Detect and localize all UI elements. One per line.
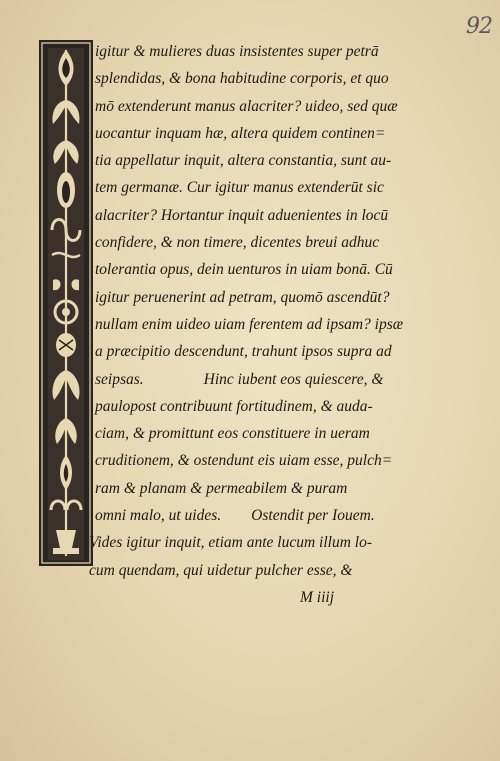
text-line: tem germanæ. Cur igitur manus extenderūt sic <box>95 179 384 197</box>
text-line: confidere, & non timere, dicentes breui adhuc <box>95 234 380 252</box>
text-fragment: seipsas. <box>95 370 144 388</box>
text-fragment: Ostendit per Iouem. <box>251 507 375 525</box>
text-line: nullam enim uideo uiam ferentem ad ipsam? ipsæ <box>95 315 404 333</box>
text-line: igitur peruenerint ad petram, quomō ascendūt? <box>95 288 390 306</box>
text-line: uocantur inquam hæ, altera quidem continen= <box>95 124 386 142</box>
text-line: a præcipitio descendunt, trahunt ipsos supra ad <box>95 343 392 361</box>
text-line: ram & planam & permeabilem & puram <box>95 479 348 497</box>
text-line-split <box>95 366 425 393</box>
signature-line <box>95 584 425 611</box>
signature-mark: M iiij <box>300 588 335 606</box>
text-line: cum quendam, qui uidetur pulcher esse, & <box>89 561 353 579</box>
text-line: alacriter? Hortantur inquit aduenientes in locū <box>95 206 389 224</box>
text-line: Vides igitur inquit, etiam ante lucum illum lo- <box>89 534 372 552</box>
text-fragment: omni malo, ut uides. <box>95 507 222 525</box>
text-line: ciam, & promittunt eos constituere in ueram <box>95 425 370 443</box>
folio-number: 92 <box>466 14 492 39</box>
text-line: cruditionem, & ostendunt eis uiam esse, pulch= <box>95 452 393 470</box>
text-line: igitur & mulieres duas insistentes super petrā <box>95 43 379 60</box>
text-line-split <box>95 502 425 529</box>
text-line: splendidas, & bona habitudine corporis, et quo <box>95 70 389 88</box>
text-fragment: Hinc iubent eos quiescere, & <box>203 370 384 388</box>
text-line: paulopost contribuunt fortitudinem, & auda- <box>95 397 373 415</box>
decorated-initial-i <box>39 40 93 566</box>
body-text <box>89 38 425 611</box>
text-line: mō extenderunt manus alacriter? uideo, sed quæ <box>95 97 398 115</box>
text-line: tolerantia opus, dein uenturos in uiam bonā. Cū <box>95 261 393 279</box>
text-line: tia appellatur inquit, altera constantia, sunt au- <box>95 152 392 170</box>
woodcut-ornament-icon <box>39 40 93 566</box>
